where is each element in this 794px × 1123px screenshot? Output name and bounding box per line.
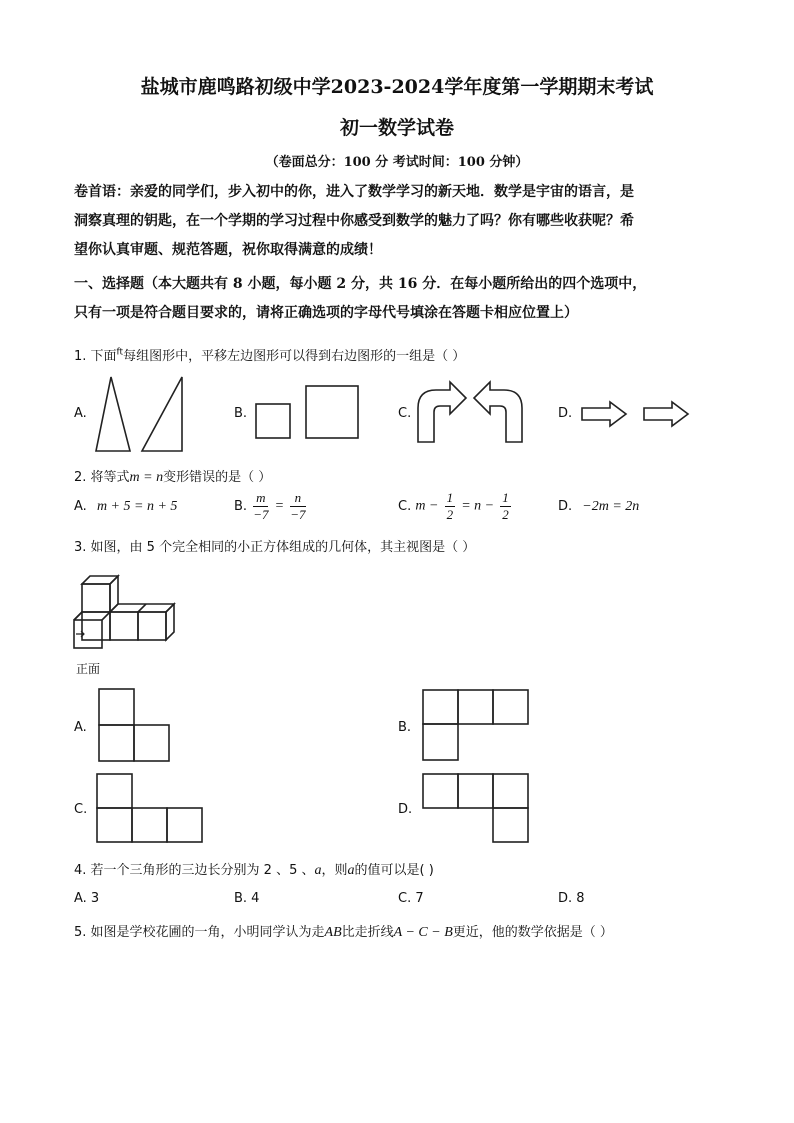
q2-option-c[interactable]: C. m − $\frac{1}{2}$ = n − $\frac{1}{2}$ [398, 490, 509, 522]
q1-b-large-square [306, 386, 358, 438]
q3-option-d[interactable]: D. [398, 802, 413, 817]
preface-line-2: 洞察真理的钥匙，在一个学期的学习过程中你感受到数学的魅力了吗？你有哪些收获呢？希 [74, 213, 634, 229]
arrow-right-icon [76, 631, 84, 637]
exam-subtitle: 初一数学试卷 [339, 117, 454, 139]
q2-b-fraction-1: $\frac{m}{-7}$ [253, 490, 269, 522]
q2-c-fraction-1: $\frac{1}{2}$ [446, 490, 454, 522]
q1-figure-c [414, 380, 534, 448]
q1-figure-a [92, 375, 192, 455]
q4-stem: 4. 若一个三角形的三边长分别为 2 、5 、a，则a的值可以是( ) [74, 863, 434, 878]
q1-figure-b [254, 384, 364, 444]
q2-option-a[interactable]: A. m + 5 = n + 5 [74, 499, 178, 514]
q3-figure-b [422, 688, 530, 764]
q3-row-side [166, 604, 174, 640]
q2-b-fraction-2: $\frac{n}{-7}$ [290, 490, 306, 522]
q1-a-left-triangle [96, 377, 130, 451]
exam-info: （卷面总分：100 分 考试时间：100 分钟） [265, 155, 529, 170]
exam-title: 盐城市鹿鸣路初级中学2023-2024学年度第一学期期末考试 [140, 76, 654, 98]
q1-c-right-arrow [474, 382, 522, 442]
q3-option-b[interactable]: B. [398, 720, 412, 735]
q3-figure-c [96, 772, 206, 846]
q1-d-right-arrow [644, 402, 688, 426]
q3-top-cube-top [82, 576, 118, 584]
q4-option-a[interactable]: A. 3 [74, 891, 100, 906]
q3-figure-d [422, 772, 530, 846]
q1-option-c[interactable]: C. [398, 406, 412, 421]
preface [74, 178, 724, 265]
q1-b-small-square [256, 404, 290, 438]
q3-option-a[interactable]: A. [74, 720, 87, 735]
preface-line-1: 卷首语：亲爱的同学们，步入初中的你，进入了数学学习的新天地．数学是宇宙的语言，是 [74, 184, 634, 200]
q1-option-b[interactable]: B. [234, 406, 248, 421]
q3-figure-a [98, 688, 172, 764]
q4-option-d[interactable]: D. 8 [558, 891, 585, 906]
preface-line-3: 望你认真审题、规范答题，祝你取得满意的成绩！ [74, 242, 382, 258]
q2-stem: 2. 将等式m = n变形错误的是（ ） [74, 470, 272, 485]
section-1-line-2: 只有一项是符合题目要求的，请将正确选项的字母代号填涂在答题卡相应位置上） [74, 305, 578, 321]
q3-top-cube-front [82, 584, 110, 612]
section-1-line-1: 一、选择题（本大题共有 8 小题，每小题 2 分，共 16 分．在每小题所给出的四个选项中， [74, 276, 647, 292]
q1-figure-d [580, 400, 700, 430]
q4-option-c[interactable]: C. 7 [398, 891, 424, 906]
q2-c-fraction-2: $\frac{1}{2}$ [502, 490, 509, 522]
q3-option-c[interactable]: C. [74, 802, 88, 817]
q1-a-right-triangle [142, 377, 182, 451]
q2-option-b[interactable]: B. $\frac{m}{-7}$ = $\frac{n}{-7}$ [234, 490, 306, 522]
q1-d-left-arrow [582, 402, 626, 426]
q1-c-left-arrow [418, 382, 466, 442]
q3-solid-figure [72, 570, 184, 660]
q2-option-d[interactable]: D. −2m = 2n [558, 499, 640, 514]
q3-front-right-cube [138, 612, 166, 640]
section-1-header [74, 270, 724, 328]
q1-option-a[interactable]: A. [74, 406, 87, 421]
q1-option-d[interactable]: D. [558, 406, 573, 421]
q3-front-mid-cube [110, 612, 138, 640]
q4-option-b[interactable]: B. 4 [234, 891, 260, 906]
q3-top-cube-side [110, 576, 118, 612]
q3-front-label: 正面 [76, 662, 101, 676]
q1-stem: 1. 下面$^{ft}$每组图形中，平移左边图形可以得到右边图形的一组是（ ） [74, 347, 466, 364]
q5-stem: 5. 如图是学校花圃的一角，小明同学认为走AB比走折线A − C − B更近，他的数学依据是（ ） [74, 925, 613, 940]
q3-stem: 3. 如图，由 5 个完全相同的小正方体组成的几何体，其主视图是（ ） [74, 540, 476, 555]
